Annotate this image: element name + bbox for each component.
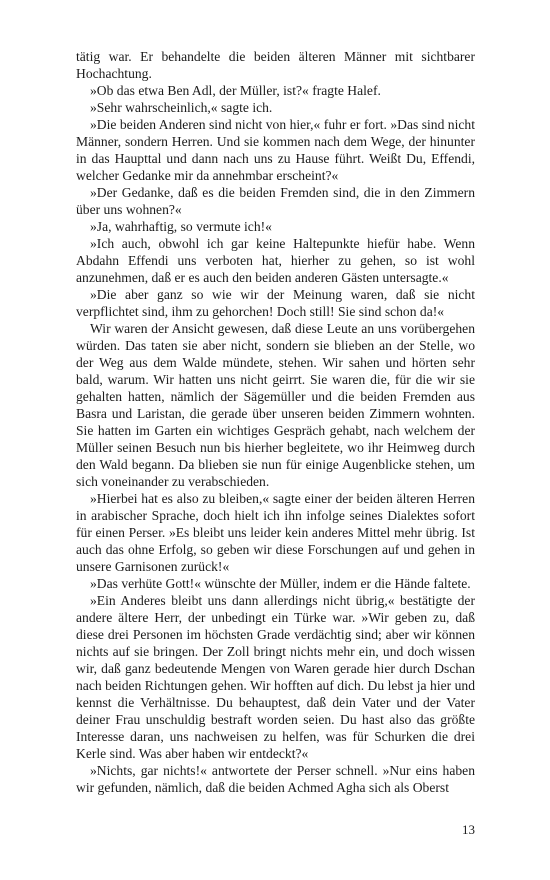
paragraph: »Die beiden Anderen sind nicht von hier,« fuhr er fort. »Das sind nicht Männer, sondern Herren. Und sie kommen nach dem Wege, der hinunter in das Haupttal und dann nach uns zu Hause führt. Weißt Du, Effendi, welcher Gedanke mir da annehmbar erscheint?« (76, 117, 475, 183)
paragraph: »Die aber ganz so wie wir der Meinung waren, daß sie nicht verpflichtet sind, ihm zu gehorchen! Doch still! Sie sind schon da!« (76, 287, 475, 319)
paragraph: Wir waren der Ansicht gewesen, daß diese Leute an uns vorübergehen würden. Das taten sie aber nicht, sondern sie blieben an der Stelle, wo der Weg aus dem Walde mündete, stehen. Wir sahen und hörten sehr bald, warum. Wir hatten uns nicht geirrt. Sie waren die, für die wir sie gehalten hatten, nämlich der Sägemüller und die beiden Fremden aus Basra und Laristan, die gerade über unseren beiden Zimmern wohnten. Sie hatten im Garten ein wichtiges Gespräch gehabt, nach welchem der Müller seinen Besuch nun bis hierher begleitete, wo ihr Heimweg durch den Wald begann. Da blieben sie nun für einige Augenblicke stehen, um sich voneinander zu verabschieden. (76, 321, 475, 489)
paragraph: »Der Gedanke, daß es die beiden Fremden sind, die in den Zimmern über uns wohnen?« (76, 185, 475, 217)
page-number: 13 (462, 822, 475, 837)
paragraph: »Nichts, gar nichts!« antwortete der Perser schnell. »Nur eins haben wir gefunden, nämlich, daß die beiden Achmed Agha sich als Oberst (76, 763, 475, 795)
paragraph: »Ich auch, obwohl ich gar keine Haltepunkte hiefür habe. Wenn Abdahn Effendi uns verboten hat, hierher zu gehen, so ist wohl anzunehmen, daß er es auch den beiden anderen Gästen untersagte.« (76, 236, 475, 285)
paragraph: »Ob das etwa Ben Adl, der Müller, ist?« fragte Halef. (90, 83, 381, 98)
paragraph: »Sehr wahrscheinlich,« sagte ich. (90, 100, 273, 115)
paragraph: »Das verhüte Gott!« wünschte der Müller, indem er die Hände faltete. (90, 576, 471, 591)
page-body (76, 48, 475, 796)
paragraph: »Hierbei hat es also zu bleiben,« sagte einer der beiden älteren Herren in arabischer Sprache, doch hielt ich ihn infolge seines Dialektes sofort für einen Perser. »Es bleibt uns leider kein anderes Mittel mehr übrig. Ist auch das ohne Erfolg, so geben wir diese Forschungen auf und gehen in unsere Garnisonen zurück!« (76, 491, 475, 574)
paragraph: »Ein Anderes bleibt uns dann allerdings nicht übrig,« bestätigte der andere ältere Herr, der unbedingt ein Türke war. »Wir geben zu, daß diese drei Personen im höchsten Grade verdächtig sind; aber wir können nichts auf sie bringen. Der Zoll bringt nichts mehr ein, und doch wissen wir, daß ganz bedeutende Mengen von Waren gerade hier durch Dschan nach beiden Richtungen gehen. Wir hofften auf dich. Du lebst ja hier und kennst die Verhältnisse. Du behauptest, daß dein Vater und der Vater deiner Frau unschuldig bestraft worden seien. Du hast also das größte Interesse daran, uns nachweisen zu helfen, was für Schurken die drei Kerle sind. Was aber haben wir entdeckt?« (76, 593, 475, 761)
paragraph: tätig war. Er behandelte die beiden älteren Männer mit sichtbarer Hochachtung. (76, 49, 475, 81)
paragraph: »Ja, wahrhaftig, so vermute ich!« (90, 219, 272, 234)
